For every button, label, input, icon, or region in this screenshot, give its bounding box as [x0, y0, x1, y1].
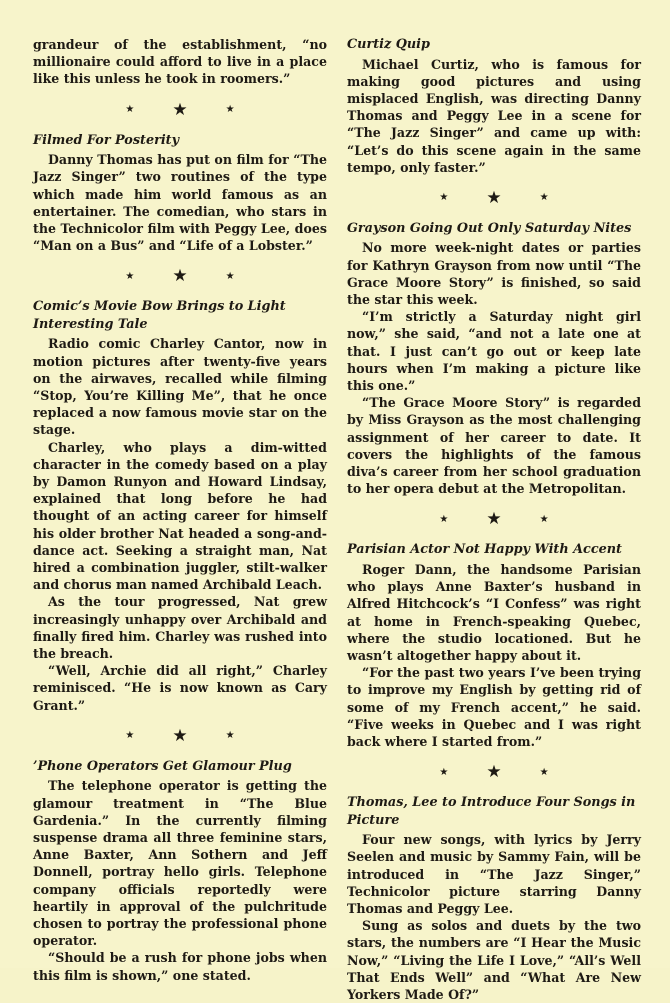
paragraph: “For the past two years I’ve been trying to improve my English by getting rid of some of my French accent,” he said. “Five weeks in Quebec and I was right back where I started from.” — [347, 665, 641, 749]
paragraph: As the tour progressed, Nat grew increasingly unhappy over Archibald and finally fired him. Charley was rushed into the breach. — [33, 594, 327, 661]
paragraph: “Well, Archie did all right,” Charley reminisced. “He is now known as Cary Grant.” — [33, 663, 327, 713]
article-title-filmed-for-posterity: Filmed For Posterity — [33, 132, 180, 148]
star-divider: ★ ★ ★ — [125, 99, 235, 120]
paragraph: “I’m strictly a Saturday night girl now,” she said, “and not a late one at that. I just can’t go out or keep late hours when I’m making a picture like this one.” — [347, 309, 641, 394]
right-column — [347, 36, 641, 1003]
star-divider: ★ ★ ★ — [439, 187, 549, 208]
article-title-grayson: Grayson Going Out Only Saturday Nites — [347, 220, 632, 236]
star-divider: ★ ★ ★ — [125, 266, 235, 287]
paragraph: Four new songs, with lyrics by Jerry Seelen and music by Sammy Fain, will be introduced in “The Jazz Singer,” Technicolor picture starring Danny Thomas and Peggy Lee. — [347, 832, 641, 917]
paragraph: Danny Thomas has put on film for “The Jazz Singer” two routines of the type which made him world famous as an entertainer. The comedian, who stars in the Technicolor film with Peggy Lee, does “Man on a Bus” and “Life of a Lobster.” — [33, 152, 327, 254]
paragraph: Charley, who plays a dim-witted character in the comedy based on a play by Damon Runyon and Howard Lindsay, explained that long before he had thought of an acting career for himself his older brother Nat headed a song-and-dance act. Seeking a straight man, Nat hired a combination juggler, stilt-walker and chorus man named Archibald Leach. — [33, 439, 327, 593]
paragraph: Radio comic Charley Cantor, now in motion pictures after twenty-five years on the airwaves, recalled while filming “Stop, You’re Killing Me”, that he once replaced a now famous movie star on the stage. — [33, 336, 327, 438]
article-title-thomas-lee: Thomas, Lee to Introduce Four Songs in Picture — [347, 795, 636, 828]
article-title-phone-operators: ’Phone Operators Get Glamour Plug — [33, 758, 292, 774]
left-column — [33, 36, 327, 984]
paragraph: Sung as solos and duets by the two stars, the numbers are “I Hear the Music Now,” “Living the Life I Love,” “All’s Well That Ends Well” and “What Are New Yorkers Made Of?” — [347, 918, 641, 1003]
star-divider: ★ ★ ★ — [125, 725, 235, 746]
star-divider: ★ ★ ★ — [439, 762, 549, 783]
article-title-curtiz-quip: Curtiz Quip — [347, 37, 430, 52]
paragraph: Roger Dann, the handsome Parisian who plays Anne Baxter’s husband in Alfred Hitchcock’s “I Confess” was right at home in French-speaking Quebec, where the studio locationed. But he wasn’t altogether happy about it. — [347, 561, 641, 663]
paragraph: Michael Curtiz, who is famous for making good pictures and using misplaced English, was directing Danny Thomas and Peggy Lee in a scene for “The Jazz Singer” and came up with: “Let’s do this scene again in the same tempo, only faster.” — [347, 56, 641, 175]
intro-paragraph: grandeur of the establishment, “no millionaire could afford to live in a place like this unless he took in roomers.” — [33, 37, 327, 87]
article-title-parisian-actor: Parisian Actor Not Happy With Accent — [347, 542, 622, 558]
star-divider: ★ ★ ★ — [439, 509, 549, 530]
paragraph: “Should be a rush for phone jobs when this film is shown,” one stated. — [33, 950, 327, 983]
article-title-comics-movie-bow: Comic’s Movie Bow Brings to Light Interesting Tale — [33, 299, 286, 332]
paragraph: No more week-night dates or parties for Kathryn Grayson from now until “The Grace Moore Story” is finished, so said the star this week. — [347, 240, 641, 308]
paragraph: “The Grace Moore Story” is regarded by Miss Grayson as the most challenging assignment of her career to date. It covers the highlights of the famous diva’s career from her school graduation to her opera debut at the Metropolitan. — [347, 395, 641, 497]
paragraph: The telephone operator is getting the glamour treatment in “The Blue Gardenia.” In the currently filming suspense drama all three feminine stars, Anne Baxter, Ann Sothern and Jeff Donnell, portray hello girls. Telephone company officials reportedly were heartily in approval of the pulchritude chosen to portray the professional phone operator. — [33, 778, 327, 949]
